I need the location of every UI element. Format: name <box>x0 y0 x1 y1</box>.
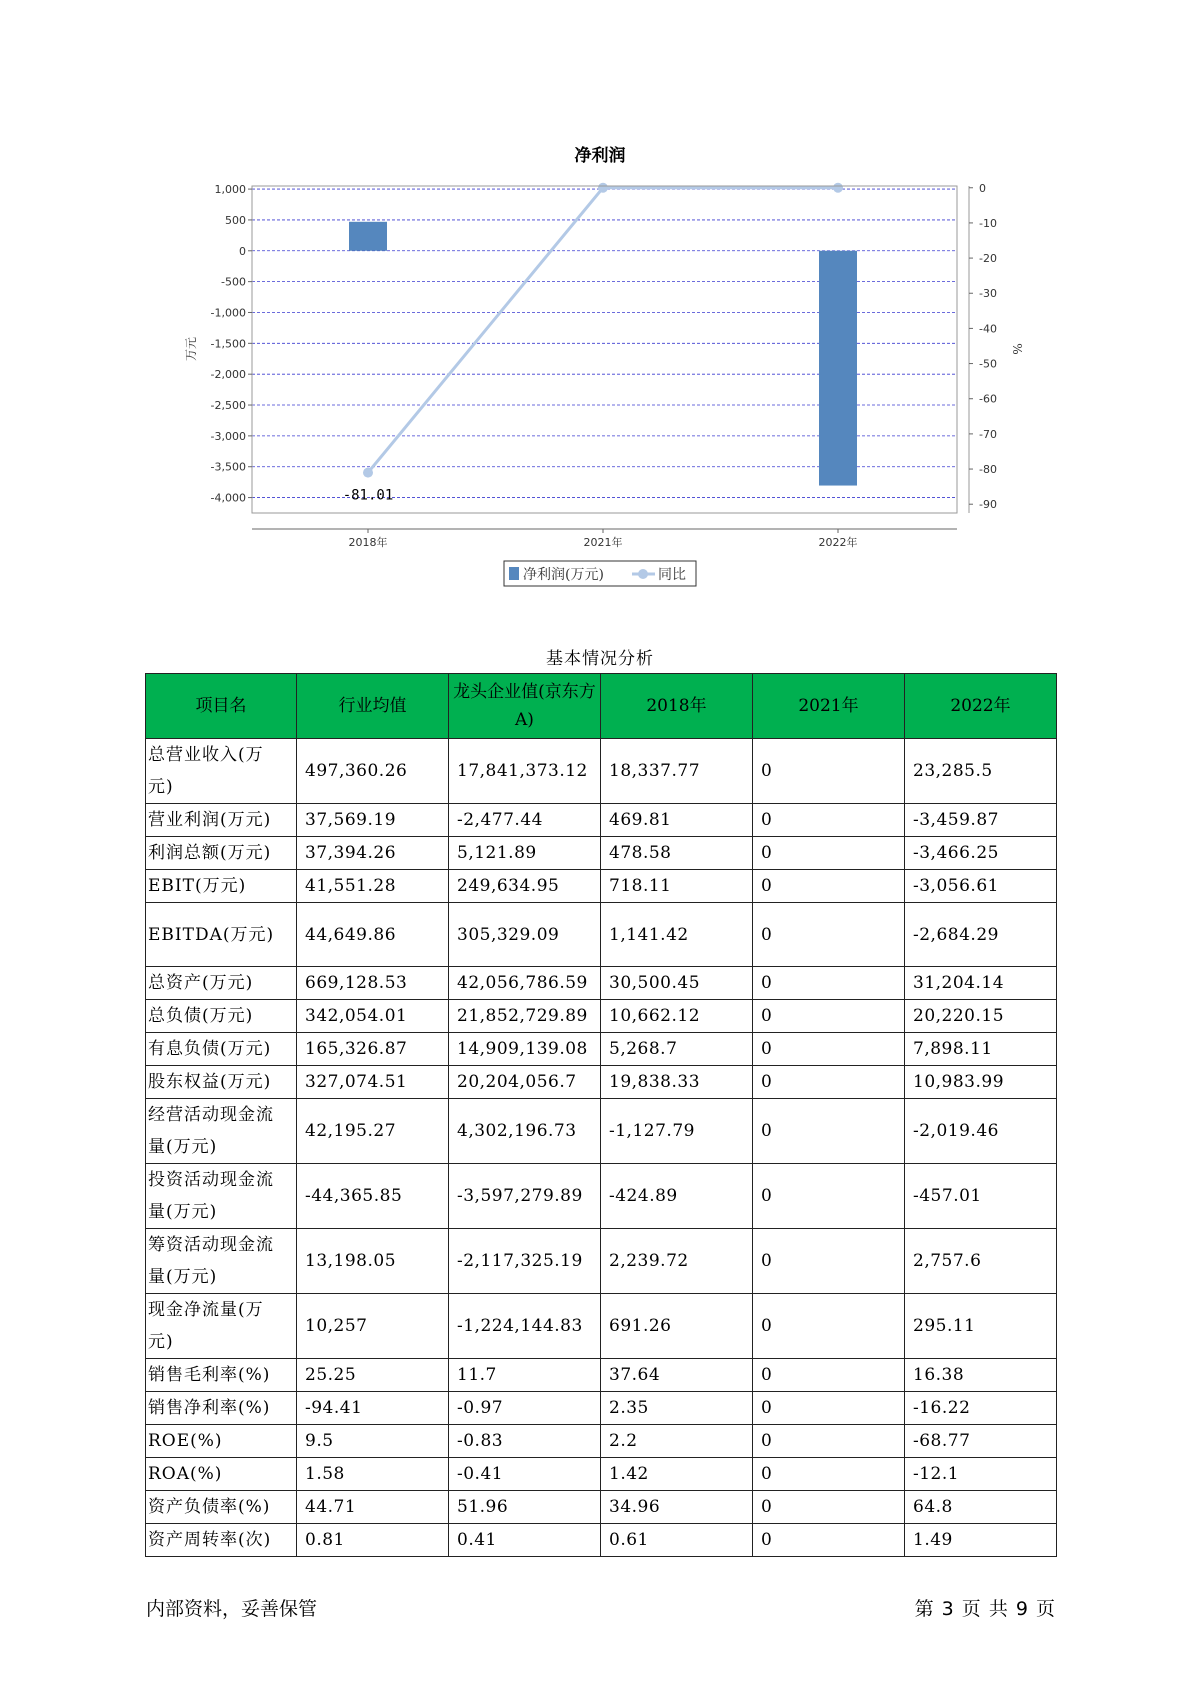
table-cell: 20,220.15 <box>905 1000 1057 1033</box>
table-cell: 469.81 <box>601 804 753 837</box>
table-cell: -0.97 <box>449 1392 601 1425</box>
row-label: EBITDA(万元) <box>146 903 297 967</box>
bar <box>819 251 857 486</box>
table-row <box>146 967 1057 1000</box>
y-right-axis-title: % <box>1010 343 1024 355</box>
table-cell: 4,302,196.73 <box>449 1099 601 1164</box>
row-label: 总负债(万元) <box>146 1000 297 1033</box>
table-cell: -1,127.79 <box>601 1099 753 1164</box>
table-cell: -94.41 <box>297 1392 449 1425</box>
row-label: ROE(%) <box>146 1425 297 1458</box>
y-right-tick-label: -70 <box>979 427 997 441</box>
table-cell: 0 <box>753 1164 905 1229</box>
header-2022: 2022年 <box>905 674 1057 739</box>
table-row <box>146 837 1057 870</box>
axis-labels <box>184 182 1024 549</box>
table-cell: 5,121.89 <box>449 837 601 870</box>
y-right-tick-label: -20 <box>979 252 997 266</box>
legend-line-marker <box>638 569 648 579</box>
chart-legend <box>504 561 696 586</box>
y-tick-label: -3,500 <box>210 460 246 474</box>
y-tick-label: 1,000 <box>214 183 246 197</box>
table-cell: 0 <box>753 1359 905 1392</box>
table-cell: 2,757.6 <box>905 1229 1057 1294</box>
table-cell: 2.35 <box>601 1392 753 1425</box>
table-cell: -12.1 <box>905 1458 1057 1491</box>
table-cell: 10,662.12 <box>601 1000 753 1033</box>
table-cell: 718.11 <box>601 870 753 903</box>
table-cell: 295.11 <box>905 1294 1057 1359</box>
bar <box>349 222 387 251</box>
table-cell: 42,195.27 <box>297 1099 449 1164</box>
x-tick-label: 2022年 <box>818 536 858 549</box>
bar-series <box>349 222 857 486</box>
y-tick-label: -2,500 <box>210 399 246 413</box>
table-cell: 0.61 <box>601 1524 753 1557</box>
line-series <box>363 183 843 478</box>
table-cell: 1,141.42 <box>601 903 753 967</box>
table-cell: -0.41 <box>449 1458 601 1491</box>
line-point <box>363 468 373 478</box>
table-cell: 37,394.26 <box>297 837 449 870</box>
net-profit-chart <box>0 0 1191 600</box>
table-cell: 21,852,729.89 <box>449 1000 601 1033</box>
table-cell: -2,684.29 <box>905 903 1057 967</box>
table-cell: -3,056.61 <box>905 870 1057 903</box>
row-label: 投资活动现金流量(万元) <box>146 1164 297 1229</box>
table-cell: 165,326.87 <box>297 1033 449 1066</box>
table-header-row <box>146 674 1057 739</box>
table-row <box>146 1164 1057 1229</box>
table-cell: 25.25 <box>297 1359 449 1392</box>
table-row <box>146 1229 1057 1294</box>
table-cell: -2,019.46 <box>905 1099 1057 1164</box>
row-label: 销售净利率(%) <box>146 1392 297 1425</box>
row-label: 资产周转率(次) <box>146 1524 297 1557</box>
table-cell: -3,466.25 <box>905 837 1057 870</box>
table-cell: 0 <box>753 967 905 1000</box>
table-cell: 305,329.09 <box>449 903 601 967</box>
header-industry-avg: 行业均值 <box>297 674 449 739</box>
table-cell: 327,074.51 <box>297 1066 449 1099</box>
y-right-tick-label: -60 <box>979 392 997 406</box>
row-label: EBIT(万元) <box>146 870 297 903</box>
table-cell: 20,204,056.7 <box>449 1066 601 1099</box>
table-cell: 0 <box>753 837 905 870</box>
table-cell: 23,285.5 <box>905 739 1057 804</box>
table-cell: 0 <box>753 903 905 967</box>
table-cell: 0 <box>753 1491 905 1524</box>
table-cell: 10,257 <box>297 1294 449 1359</box>
row-label: 总营业收入(万元) <box>146 739 297 804</box>
table-row <box>146 1524 1057 1557</box>
y-right-tick-label: -10 <box>979 216 997 230</box>
row-label: 筹资活动现金流量(万元) <box>146 1229 297 1294</box>
table-cell: 0 <box>753 870 905 903</box>
table-cell: 497,360.26 <box>297 739 449 804</box>
table-cell: 0 <box>753 1458 905 1491</box>
table-cell: 1.42 <box>601 1458 753 1491</box>
y-right-tick-label: -30 <box>979 287 997 301</box>
y-right-tick-label: 0 <box>979 181 986 195</box>
table-cell: 0 <box>753 1066 905 1099</box>
table-cell: 478.58 <box>601 837 753 870</box>
table-cell: -3,597,279.89 <box>449 1164 601 1229</box>
table-cell: -424.89 <box>601 1164 753 1229</box>
table-cell: 0 <box>753 1294 905 1359</box>
table-row <box>146 739 1057 804</box>
table-cell: 249,634.95 <box>449 870 601 903</box>
table-cell: 30,500.45 <box>601 967 753 1000</box>
table-row <box>146 804 1057 837</box>
table-row <box>146 1294 1057 1359</box>
footer-page-number: 第 3 页 共 9 页 <box>914 1598 1056 1620</box>
row-label: ROA(%) <box>146 1458 297 1491</box>
table-row <box>146 1458 1057 1491</box>
table-cell: 17,841,373.12 <box>449 739 601 804</box>
row-label: 资产负债率(%) <box>146 1491 297 1524</box>
legend-bar-swatch <box>509 567 519 580</box>
row-label: 现金净流量(万元) <box>146 1294 297 1359</box>
table-cell: 5,268.7 <box>601 1033 753 1066</box>
row-label: 总资产(万元) <box>146 967 297 1000</box>
table-cell: 14,909,139.08 <box>449 1033 601 1066</box>
table-cell: 0 <box>753 804 905 837</box>
table-cell: 691.26 <box>601 1294 753 1359</box>
footer-confidential-note: 内部资料，妥善保管 <box>146 1598 318 1620</box>
table-cell: 13,198.05 <box>297 1229 449 1294</box>
y-tick-label: -500 <box>221 275 246 289</box>
row-label: 股东权益(万元) <box>146 1066 297 1099</box>
y-tick-label: -3,000 <box>210 429 246 443</box>
row-label: 经营活动现金流量(万元) <box>146 1099 297 1164</box>
table-cell: 0 <box>753 1099 905 1164</box>
header-item-name: 项目名 <box>146 674 297 739</box>
table-cell: 0 <box>753 1229 905 1294</box>
chart-title: 净利润 <box>574 146 626 166</box>
table-cell: 42,056,786.59 <box>449 967 601 1000</box>
table-cell: -2,117,325.19 <box>449 1229 601 1294</box>
table-row <box>146 1392 1057 1425</box>
y-tick-label: 500 <box>225 213 246 227</box>
table-cell: 37,569.19 <box>297 804 449 837</box>
table-cell: -44,365.85 <box>297 1164 449 1229</box>
table-cell: 10,983.99 <box>905 1066 1057 1099</box>
legend-label-yoy: 同比 <box>658 567 686 583</box>
basic-analysis-table <box>145 673 1057 1557</box>
table-cell: -3,459.87 <box>905 804 1057 837</box>
header-2021: 2021年 <box>753 674 905 739</box>
table-cell: -1,224,144.83 <box>449 1294 601 1359</box>
table-cell: -457.01 <box>905 1164 1057 1229</box>
table-cell: -2,477.44 <box>449 804 601 837</box>
table-cell: 44.71 <box>297 1491 449 1524</box>
table-row <box>146 1000 1057 1033</box>
y-tick-label: -1,500 <box>210 337 246 351</box>
table-cell: 1.49 <box>905 1524 1057 1557</box>
table-cell: 11.7 <box>449 1359 601 1392</box>
table-cell: 0.81 <box>297 1524 449 1557</box>
table-cell: 2,239.72 <box>601 1229 753 1294</box>
header-2018: 2018年 <box>601 674 753 739</box>
table-cell: 9.5 <box>297 1425 449 1458</box>
table-cell: 0 <box>753 1033 905 1066</box>
x-tick-label: 2021年 <box>583 536 623 549</box>
table-cell: 19,838.33 <box>601 1066 753 1099</box>
y-tick-label: -1,000 <box>210 306 246 320</box>
table-cell: -0.83 <box>449 1425 601 1458</box>
table-cell: 34.96 <box>601 1491 753 1524</box>
table-cell: 342,054.01 <box>297 1000 449 1033</box>
table-row <box>146 1491 1057 1524</box>
y-tick-label: -4,000 <box>210 491 246 505</box>
yoy-line <box>368 188 838 473</box>
table-cell: 0 <box>753 1000 905 1033</box>
table-row <box>146 1359 1057 1392</box>
table-cell: 44,649.86 <box>297 903 449 967</box>
table-cell: -16.22 <box>905 1392 1057 1425</box>
table-row <box>146 1033 1057 1066</box>
table-row <box>146 1425 1057 1458</box>
table-row <box>146 1099 1057 1164</box>
legend-label-net-profit: 净利润(万元) <box>523 567 604 583</box>
table-cell: 7,898.11 <box>905 1033 1057 1066</box>
table-cell: 0 <box>753 1392 905 1425</box>
table-cell: -68.77 <box>905 1425 1057 1458</box>
table-cell: 16.38 <box>905 1359 1057 1392</box>
table-cell: 0.41 <box>449 1524 601 1557</box>
x-tick-label: 2018年 <box>348 536 388 549</box>
row-label: 利润总额(万元) <box>146 837 297 870</box>
table-cell: 18,337.77 <box>601 739 753 804</box>
table-cell: 1.58 <box>297 1458 449 1491</box>
table-row <box>146 1066 1057 1099</box>
table-cell: 41,551.28 <box>297 870 449 903</box>
table-cell: 2.2 <box>601 1425 753 1458</box>
data-label: -81.01 <box>342 487 394 504</box>
header-leader-value: 龙头企业值(京东方A) <box>449 674 601 739</box>
table-cell: 64.8 <box>905 1491 1057 1524</box>
table-cell: 51.96 <box>449 1491 601 1524</box>
table-cell: 37.64 <box>601 1359 753 1392</box>
table-cell: 31,204.14 <box>905 967 1057 1000</box>
y-tick-label: 0 <box>239 244 246 258</box>
row-label: 销售毛利率(%) <box>146 1359 297 1392</box>
y-tick-label: -2,000 <box>210 368 246 382</box>
y-right-tick-label: -80 <box>979 463 997 477</box>
y-right-tick-label: -50 <box>979 357 997 371</box>
row-label: 营业利润(万元) <box>146 804 297 837</box>
table-row <box>146 870 1057 903</box>
line-point <box>833 183 843 193</box>
table-caption: 基本情况分析 <box>546 649 654 669</box>
y-right-tick-label: -90 <box>979 498 997 512</box>
table-cell: 0 <box>753 739 905 804</box>
row-label: 有息负债(万元) <box>146 1033 297 1066</box>
y-axis-title: 万元 <box>184 336 198 362</box>
table-cell: 0 <box>753 1425 905 1458</box>
line-point <box>598 183 608 193</box>
table-cell: 669,128.53 <box>297 967 449 1000</box>
table-cell: 0 <box>753 1524 905 1557</box>
table-row <box>146 903 1057 967</box>
y-right-tick-label: -40 <box>979 322 997 336</box>
